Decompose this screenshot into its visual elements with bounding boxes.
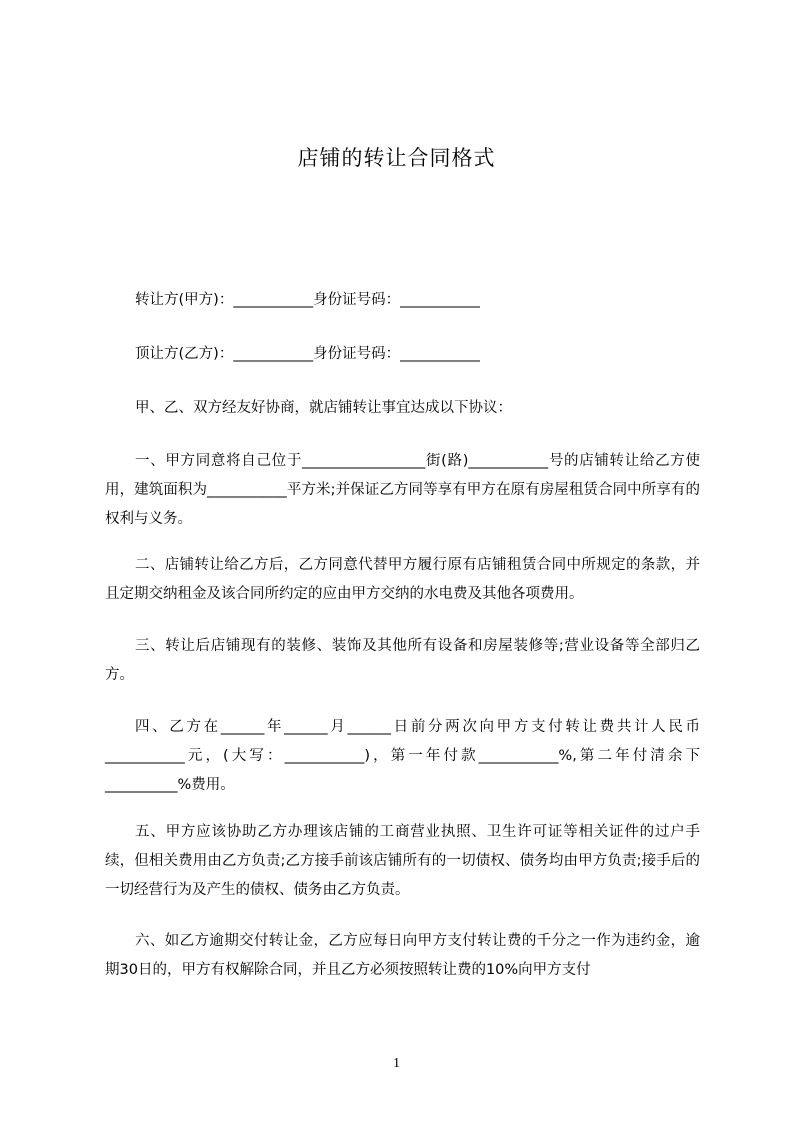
paragraph-transferee: 顶让方(乙方)：___________身份证号码：___________ — [135, 346, 480, 362]
document-title: 店铺的转让合同格式 — [297, 146, 496, 170]
clause-4: 四、乙方在______年______月______日前分两次向甲方支付转让费共计人民币___________元，(大写：___________)，第一年付款___________%,第二年付清余下__________%费用。 — [105, 719, 700, 793]
paragraph-preamble: 甲、乙、双方经友好协商，就店铺转让事宜达成以下协议： — [135, 400, 512, 416]
clause-3: 三、转让后店铺现有的装修、装饰及其他所有设备和房屋装修等;营业设备等全部归乙方。 — [105, 638, 700, 683]
clause-1: 一、甲方同意将自己位于_________________街(路)___________号的店铺转让给乙方使用，建筑面积为___________平方米;并保证乙方同等享有甲方在原有房屋租赁合同中所享有的权利与义务。 — [105, 453, 700, 527]
clause-2: 二、店铺转让给乙方后，乙方同意代替甲方履行原有店铺租赁合同中所规定的条款，并且定期交纳租金及该合同所约定的应由甲方交纳的水电费及其他各项费用。 — [105, 557, 700, 602]
page-number: 1 — [393, 1056, 400, 1071]
clause-6: 六、如乙方逾期交付转让金，乙方应每日向甲方支付转让费的千分之一作为违约金，逾期30日的，甲方有权解除合同，并且乙方必须按照转让费的10%向甲方支付 — [105, 933, 700, 978]
paragraph-transferor: 转让方(甲方)：___________身份证号码：___________ — [135, 292, 480, 308]
clause-5: 五、甲方应该协助乙方办理该店铺的工商营业执照、卫生许可证等相关证件的过户手续，但相关费用由乙方负责;乙方接手前该店铺所有的一切债权、债务均由甲方负责;接手后的一切经营行为及产生的债权、债务由乙方负责。 — [105, 824, 700, 898]
